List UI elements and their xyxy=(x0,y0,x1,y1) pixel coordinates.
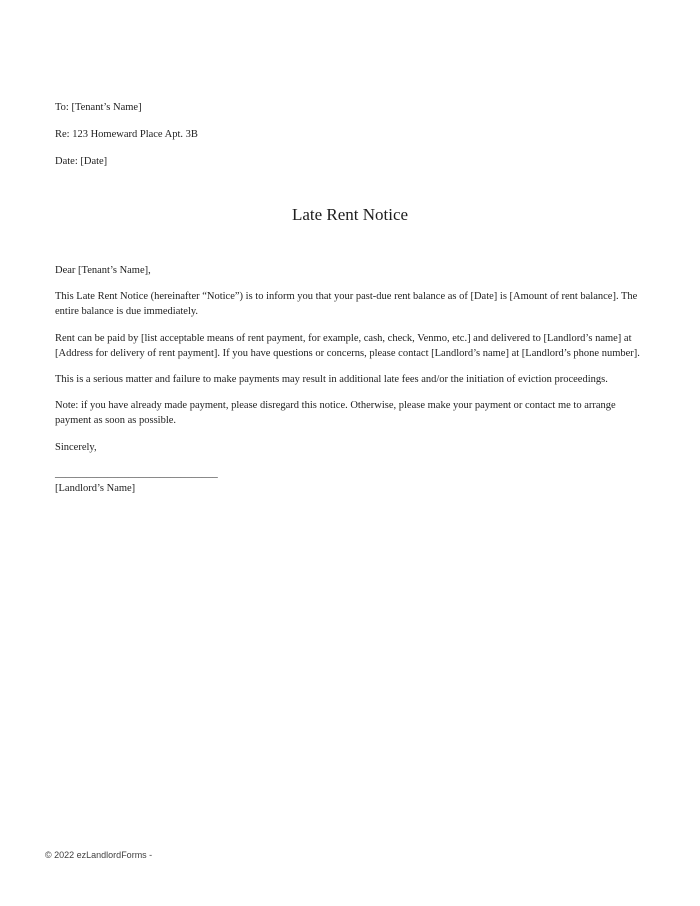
regarding-line: Re: 123 Homeward Place Apt. 3B xyxy=(55,129,198,140)
letter-header xyxy=(55,100,198,181)
paragraph-balance-due: This Late Rent Notice (hereinafter “Notice”) is to inform you that your past-due rent balance as of [Date] is [Amount of rent balance]. The entire balance is due immediately. xyxy=(55,291,638,318)
signature-block xyxy=(55,466,647,496)
paragraph-consequences: This is a serious matter and failure to make payments may result in additional late fees and/or the initiation of eviction proceedings. xyxy=(55,374,608,386)
closing: Sincerely, xyxy=(55,441,97,453)
paragraph-note: Note: if you have already made payment, please disregard this notice. Otherwise, please make your payment or contact me to arrange payment as soon as possible. xyxy=(55,400,616,427)
salutation: Dear [Tenant’s Name], xyxy=(55,265,151,276)
date-line: Date: [Date] xyxy=(55,156,108,167)
recipient-line: To: [Tenant’s Name] xyxy=(55,102,142,113)
paragraph-payment-methods: Rent can be paid by [list acceptable means of rent payment, for example, cash, check, Venmo, etc.] and delivered to [Landlord’s name] at [Address for delivery of rent payment]. If you have questions or concerns, please contact [Landlord’s name] at [Landlord’s phone number]. xyxy=(55,332,640,359)
signature-name: [Landlord’s Name] xyxy=(55,483,136,495)
letter-body xyxy=(55,263,647,507)
signature-line: _______________________________ xyxy=(55,467,218,479)
page-footer xyxy=(45,849,152,861)
copyright-text: © 2022 ezLandlordForms - xyxy=(45,850,153,860)
letter-title: Late Rent Notice xyxy=(291,205,409,224)
